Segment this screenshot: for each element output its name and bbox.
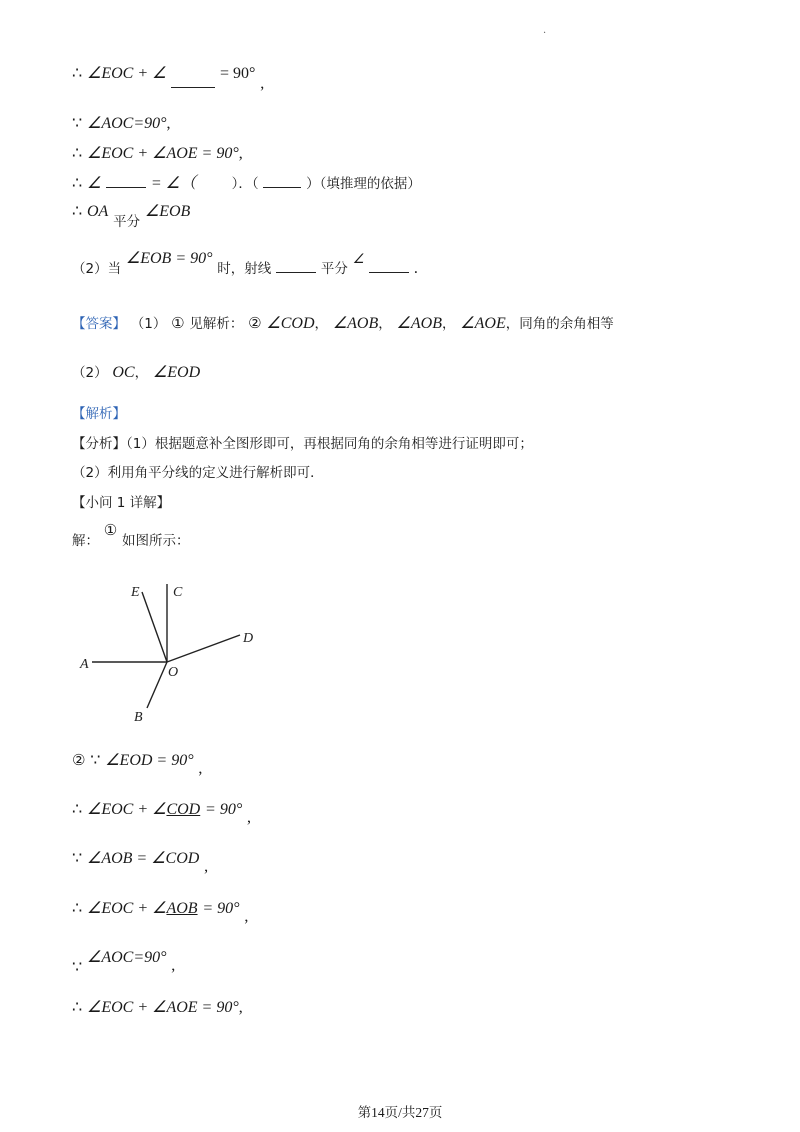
subquestion-heading: 【小问 1 详解】: [72, 495, 171, 511]
xiaowen-line: [72, 492, 170, 513]
circled-two: ②: [248, 314, 262, 332]
math-expr: ∠AOC=90°: [86, 949, 167, 966]
fenxi-line-2: [72, 462, 324, 483]
math-expr: ∠COD: [266, 315, 315, 332]
line-bisect: [72, 201, 191, 230]
line-eoc-blank: [72, 63, 265, 92]
comma: ,: [247, 809, 251, 826]
comma: ,: [198, 760, 203, 777]
math-expr: ∠AOB: [396, 315, 442, 332]
therefore-symbol: ∴: [72, 145, 83, 162]
separator: ，: [134, 365, 149, 381]
math-expr: = 90°: [205, 801, 243, 818]
label-b: B: [134, 710, 143, 725]
therefore-symbol: ∴: [72, 65, 83, 82]
math-expr: ∠EOB: [144, 203, 191, 220]
fill-blank: [263, 187, 301, 188]
analysis-tag-line: [72, 403, 126, 424]
math-expr: ∠AOC=90°: [86, 115, 167, 132]
math-expr: ∠EOC + ∠AOE = 90°: [86, 145, 239, 162]
math-expr: ∠AOB = ∠COD: [86, 850, 200, 867]
answer-text: （1）: [130, 316, 167, 332]
label-o: O: [168, 665, 179, 680]
because-symbol: ∵: [72, 850, 83, 867]
header-dot: ·: [543, 28, 547, 39]
fenxi-text: （1）根据题意补全图形即可，再根据同角的余角相等进行证明即可；: [126, 436, 533, 452]
question-text: 平分: [320, 261, 348, 277]
fenxi-tag: 【分析】: [72, 436, 126, 452]
math-expr: = 90°: [202, 900, 240, 917]
fenxi-line: [72, 433, 533, 454]
question-part2: [72, 250, 418, 279]
fenxi-text: （2）利用角平分线的定义进行解析即可．: [72, 465, 324, 481]
comma: ,: [238, 145, 243, 162]
solution-line: [72, 521, 190, 551]
angle-figure: [76, 578, 276, 728]
angle-symbol: ∠: [352, 251, 365, 266]
math-expr: OA: [86, 203, 109, 220]
line-eoc-aoe: [72, 143, 243, 164]
math-expr: ∠EOC + ∠AOE = 90°: [86, 999, 239, 1016]
proof-line-2: [72, 799, 251, 826]
question-text: 时，射线: [217, 261, 272, 277]
math-expr: ∠EOD: [152, 364, 201, 381]
ray-od: [167, 635, 240, 662]
hint-text: ）（填推理的依据）: [306, 176, 421, 192]
math-expr: OC: [112, 364, 135, 381]
proof-line-6: [72, 997, 243, 1018]
separator: ，: [314, 316, 329, 332]
label-c: C: [173, 585, 183, 600]
label-d: D: [243, 631, 254, 646]
period: .: [413, 260, 418, 277]
math-expr: ∠EOC + ∠: [86, 801, 167, 818]
comma: ,: [260, 75, 265, 92]
comma: ,: [244, 908, 249, 925]
math-expr: = 90°: [220, 65, 256, 82]
fill-blank: [369, 272, 409, 273]
underlined-answer: COD: [166, 801, 201, 818]
math-expr: ∠EOC + ∠: [86, 900, 167, 917]
comma: ,: [204, 858, 209, 875]
separator: ，: [378, 316, 392, 332]
comma: ,: [171, 957, 176, 974]
line-aoc: [72, 113, 171, 134]
answer-tag: 【答案】: [72, 316, 126, 332]
fill-blank: [171, 87, 215, 88]
math-expr: = ∠（: [150, 175, 197, 192]
math-expr: ∠EOC + ∠: [86, 65, 167, 82]
math-expr: ∠: [86, 175, 102, 192]
circled-one: ①: [171, 314, 185, 332]
analysis-tag: 【解析】: [72, 406, 126, 422]
answer-text: ，同角的余角相等: [505, 316, 614, 332]
solution-label: 解：: [72, 533, 99, 549]
label-e: E: [131, 585, 140, 600]
line-equal-angles: [72, 173, 421, 194]
circled-one: ①: [103, 521, 118, 539]
bisect-text: 平分: [113, 214, 141, 230]
because-symbol: ∵: [90, 752, 101, 769]
fill-blank: [106, 187, 146, 188]
therefore-symbol: ∴: [72, 900, 83, 917]
math-expr: ∠EOD = 90°: [105, 752, 194, 769]
answer-text: 见解析：: [189, 316, 244, 332]
solution-text: 如图所示：: [122, 533, 190, 549]
answer-line-2: [72, 362, 200, 383]
because-symbol: ∵: [72, 115, 83, 132]
comma: ,: [166, 115, 171, 132]
math-expr: ∠EOB = 90°: [125, 250, 213, 267]
proof-line-1: [72, 750, 203, 777]
underlined-answer: AOB: [166, 900, 198, 917]
proof-line-4: [72, 898, 249, 925]
question-number: （2）当: [72, 261, 122, 277]
circled-two: ②: [72, 751, 86, 769]
therefore-symbol: ∴: [72, 175, 83, 192]
separator: ，: [442, 316, 456, 332]
therefore-symbol: ∴: [72, 999, 83, 1016]
ray-ob: [147, 662, 167, 708]
paren-text: ）．（: [231, 176, 259, 192]
proof-line-5: [72, 947, 176, 976]
therefore-symbol: ∴: [72, 203, 83, 220]
answer-line: [72, 313, 614, 334]
comma: ,: [238, 999, 243, 1016]
therefore-symbol: ∴: [72, 801, 83, 818]
label-a: A: [80, 657, 89, 672]
proof-line-3: [72, 848, 209, 875]
math-expr: ∠AOE: [460, 315, 506, 332]
because-symbol: ∵: [72, 959, 83, 976]
fill-blank: [276, 272, 316, 273]
answer-number: （2）: [72, 365, 108, 381]
ray-oe: [142, 592, 167, 662]
math-expr: ∠AOB: [332, 315, 379, 332]
page-number: 第14页/共27页: [357, 1105, 443, 1120]
